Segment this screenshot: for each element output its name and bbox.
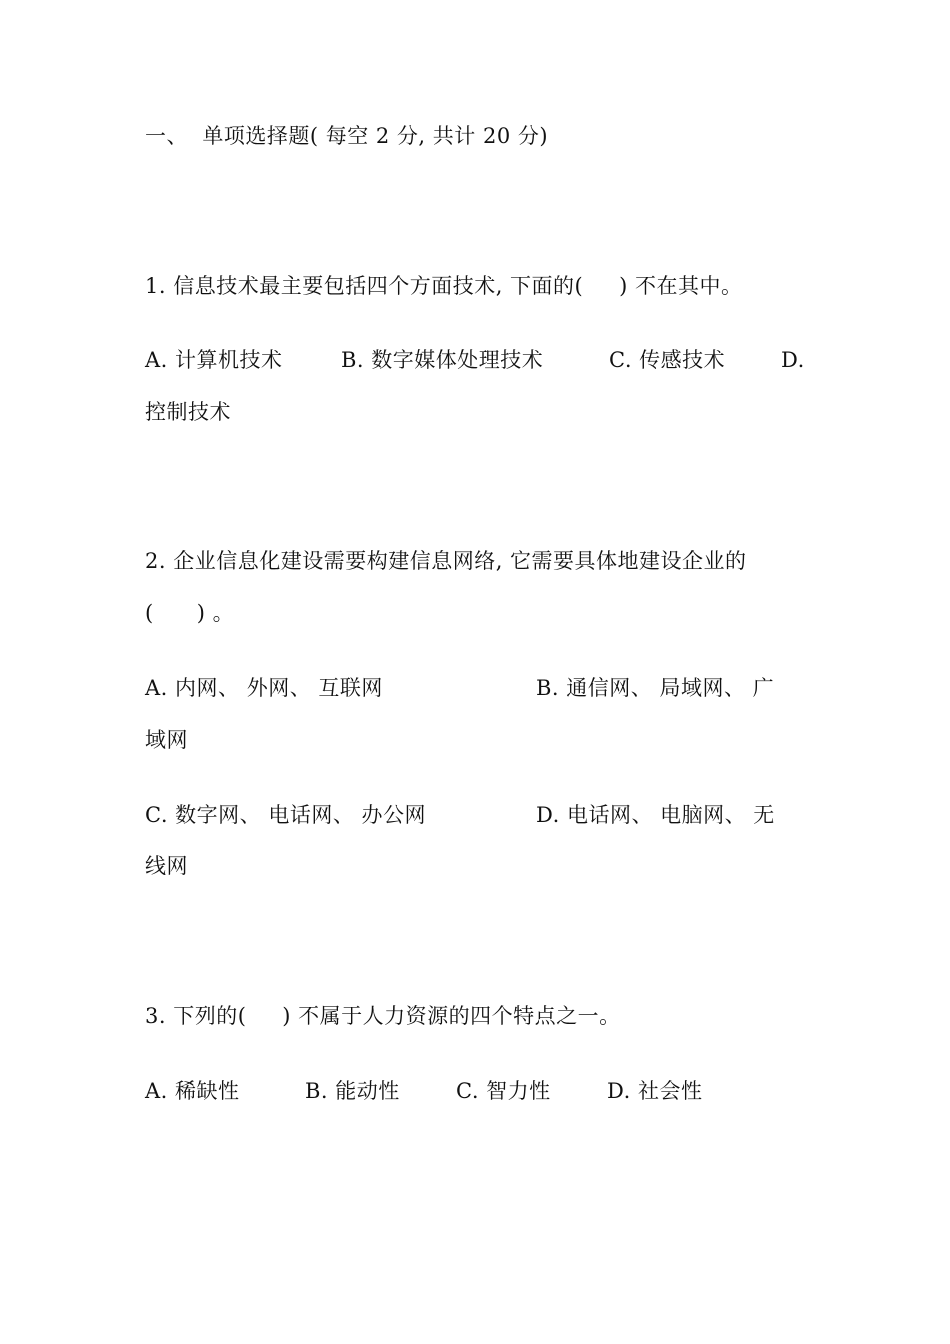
question-1-option-a: A. 计算机技术 <box>145 348 283 372</box>
question-1-option-d-text: 控制技术 <box>145 400 231 424</box>
question-2-option-c: C. 数字网、 电话网、 办公网 <box>145 803 427 827</box>
question-3-option-b: B. 能动性 <box>305 1079 400 1103</box>
question-2-option-d-continued: 线网 <box>145 854 188 878</box>
question-3-option-c: C. 智力性 <box>456 1079 551 1103</box>
question-2-option-b: B. 通信网、 局域网、 广 <box>536 676 775 700</box>
question-1-option-c: C. 传感技术 <box>609 348 726 372</box>
question-2-option-a: A. 内网、 外网、 互联网 <box>145 676 383 700</box>
question-2-stem-line-2: ( ) 。 <box>145 601 235 625</box>
question-3-stem: 3. 下列的( ) 不属于人力资源的四个特点之一。 <box>145 1004 621 1028</box>
section-title: 一、 单项选择题( 每空 2 分, 共计 20 分) <box>145 124 549 148</box>
question-3-option-a: A. 稀缺性 <box>145 1079 240 1103</box>
question-1-stem: 1. 信息技术最主要包括四个方面技术, 下面的( ) 不在其中。 <box>145 274 743 298</box>
question-2-option-d: D. 电话网、 电脑网、 无 <box>536 803 775 827</box>
question-2-option-b-continued: 域网 <box>145 728 188 752</box>
question-1-option-b: B. 数字媒体处理技术 <box>341 348 544 372</box>
question-3-option-d: D. 社会性 <box>607 1079 703 1103</box>
question-1-option-d-prefix: D. <box>781 348 805 372</box>
question-2-stem-line-1: 2. 企业信息化建设需要构建信息网络, 它需要具体地建设企业的 <box>145 549 747 573</box>
